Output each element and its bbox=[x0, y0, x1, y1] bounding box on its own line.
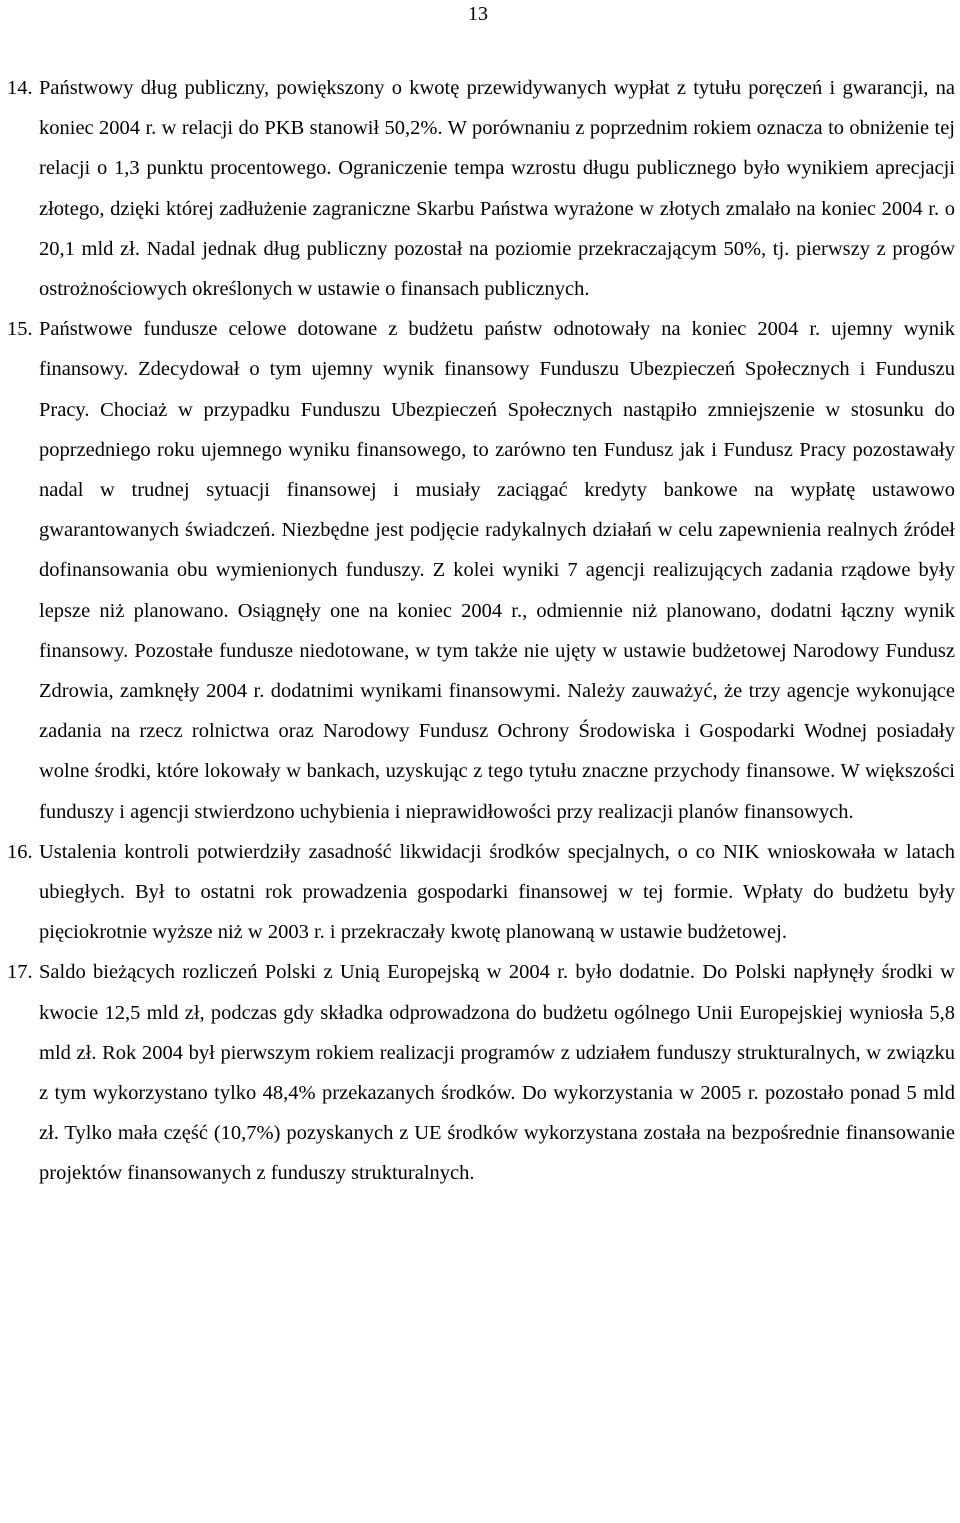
item-number: 17. bbox=[7, 961, 33, 984]
item-text: Saldo bieżących rozliczeń Polski z Unią Europejską w 2004 r. było dodatnie. Do Polski napłynęły środki w kwocie 12,5 mld zł, podczas gdy składka odprowadzona do budżetu ogólnego Unii Europejskiej wyniosła 5,8 mld zł. Rok 2004 był pierwszym rokiem realizacji programów z udziałem funduszy strukturalnych, w związku z tym wykorzystano tylko 48,4% przekazanych środków. Do wykorzystania w 2005 r. pozostało ponad 5 mld zł. Tylko mała część (10,7%) pozyskanych z UE środków wykorzystana została na bezpośrednie finansowanie projektów finansowanych z funduszy strukturalnych. bbox=[39, 961, 955, 1185]
item-text: Państwowy dług publiczny, powiększony o kwotę przewidywanych wypłat z tytułu poręczeń i gwarancji, na koniec 2004 r. w relacji do PKB stanowił 50,2%. W porównaniu z poprzednim rokiem oznacza to obniżenie tej relacji o 1,3 punktu procentowego. Ograniczenie tempa wzrostu długu publicznego było wynikiem aprecjacji złotego, dzięki której zadłużenie zagraniczne Skarbu Państwa wyrażone w złotych zmalało na koniec 2004 r. o 20,1 mld zł. Nadal jednak dług publiczny pozostał na poziomie przekraczającym 50%, tj. pierwszy z progów ostrożnościowych określonych w ustawie o finansach publicznych. bbox=[39, 77, 955, 301]
item-number: 14. bbox=[7, 77, 33, 99]
list-item bbox=[0, 832, 960, 953]
item-number: 16. bbox=[7, 840, 33, 863]
item-number: 15. bbox=[7, 318, 33, 341]
list-item bbox=[0, 309, 960, 832]
list-item bbox=[0, 68, 960, 309]
document-body bbox=[0, 68, 960, 1194]
item-text: Ustalenia kontroli potwierdziły zasadność likwidacji środków specjalnych, o co NIK wnioskowała w latach ubiegłych. Był to ostatni rok prowadzenia gospodarki finansowej w tej formie. Wpłaty do budżetu były pięciokrotnie wyższe niż w 2003 r. i przekraczały kwotę planowaną w ustawie budżetowej. bbox=[39, 840, 955, 944]
page-number: 13 bbox=[468, 3, 488, 25]
item-text: Państwowe fundusze celowe dotowane z budżetu państw odnotowały na koniec 2004 r. ujemny wynik finansowy. Zdecydował o tym ujemny wynik finansowy Funduszu Ubezpieczeń Społecznych i Funduszu Pracy. Chociaż w przypadku Funduszu Ubezpieczeń Społecznych nastąpiło zmniejszenie w stosunku do poprzedniego roku ujemnego wyniku finansowego, to zarówno ten Fundusz jak i Fundusz Pracy pozostawały nadal w trudnej sytuacji finansowej i musiały zaciągać kredyty bankowe na wypłatę ustawowo gwarantowanych świadczeń. Niezbędne jest podjęcie radykalnych działań w celu zapewnienia realnych źródeł dofinansowania obu wymienionych funduszy. Z kolei wyniki 7 agencji realizujących zadania rządowe były lepsze niż planowano. Osiągnęły one na koniec 2004 r., odmiennie niż planowano, dodatni łączny wynik finansowy. Pozostałe fundusze niedotowane, w tym także nie ujęty w ustawie budżetowej Narodowy Fundusz Zdrowia, zamknęły 2004 r. dodatnimi wynikami finansowymi. Należy zauważyć, że trzy agencje wykonujące zadania na rzecz rolnictwa oraz Narodowy Fundusz Ochrony Środowiska i Gospodarki Wodnej posiadały wolne środki, które lokowały w bankach, uzyskując z tego tytułu znaczne przychody finansowe. W większości funduszy i agencji stwierdzono uchybienia i nieprawidłowości przy realizacji planów finansowych. bbox=[39, 318, 955, 823]
list-item bbox=[0, 952, 960, 1193]
